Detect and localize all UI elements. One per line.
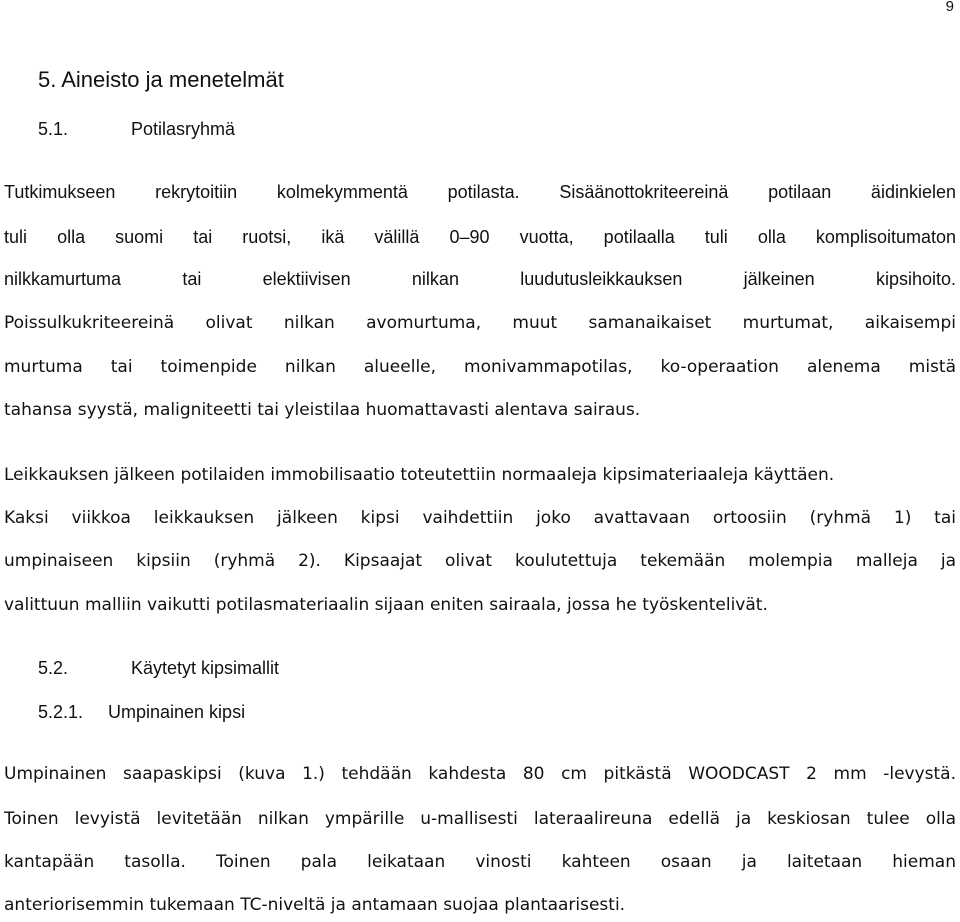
text-line: umpinaiseen kipsiin (ryhmä 2). Kipsaajat olivat koulutettuja tekemään molempia malleja ja [4,551,956,571]
text-line: nilkkamurtuma tai elektiivisen nilkan luudutusleikkauksen jälkeinen kipsihoito. [4,269,956,289]
text-line: Tutkimukseen rekrytoitiin kolmekymmentä potilasta. Sisäänottokriteereinä potilaan äidinkielen [4,182,956,202]
page-number: 9 [945,0,954,15]
section-heading-5-2 [38,658,279,679]
section-heading-5-2-1 [38,702,245,723]
text-line: kantapään tasolla. Toinen pala leikataan vinosti kahteen osaan ja laitetaan hieman [4,852,956,872]
text-line: anteriorisemmin tukemaan TC-niveltä ja antamaan suojaa plantaarisesti. [4,895,626,915]
text-line: murtuma tai toimenpide nilkan alueelle, monivammapotilas, ko-operaation alenema mistä [4,357,956,377]
chapter-heading: 5. Aineisto ja menetelmät [38,67,284,92]
section-title: Potilasryhmä [131,119,236,139]
text-line: tuli olla suomi tai ruotsi, ikä välillä 0–90 vuotta, potilaalla tuli olla komplisoitumaton [4,227,956,247]
text-line: valittuun malliin vaikutti potilasmateriaalin sijaan eniten sairaala, jossa he työskentelivät. [4,595,768,615]
section-title: Käytetyt kipsimallit [131,658,280,678]
section-number: 5.1. [38,119,69,139]
text-line: Leikkauksen jälkeen potilaiden immobilisaatio toteutettiin normaaleja kipsimateriaaleja käyttäen. [4,465,835,485]
text-line: Toinen levyistä levitetään nilkan ympärille u-mallisesti lateraalireuna edellä ja keskiosan tulee olla [4,809,956,829]
section-heading-5-1 [38,119,235,140]
text-line: Kaksi viikkoa leikkauksen jälkeen kipsi vaihdettiin joko avattavaan ortoosiin (ryhmä 1) tai [4,508,956,528]
text-line: tahansa syystä, maligniteetti tai yleistilaa huomattavasti alentava sairaus. [4,400,641,420]
section-number: 5.2. [38,658,69,678]
text-line: Umpinainen saapaskipsi (kuva 1.) tehdään kahdesta 80 cm pitkästä WOODCAST 2 mm -levystä. [4,764,956,784]
section-title: Umpinainen kipsi [108,702,246,722]
text-line: Poissulkukriteereinä olivat nilkan avomurtuma, muut samanaikaiset murtumat, aikaisempi [4,313,956,333]
section-number: 5.2.1. [38,702,84,722]
